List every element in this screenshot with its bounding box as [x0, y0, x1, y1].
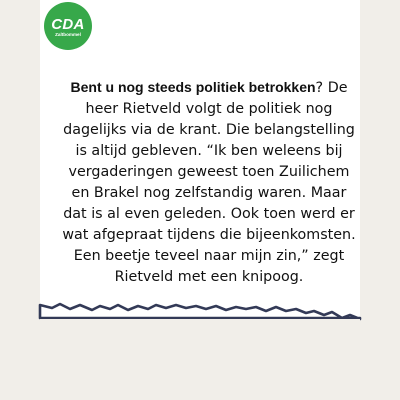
logo-wordmark: CDA	[51, 16, 85, 33]
question-mark: ?	[315, 80, 324, 96]
torn-edge-band	[40, 304, 360, 319]
logo-subtitle: Zaltbommel	[55, 32, 81, 37]
article-body: De heer Rietveld volgt de politiek nog dagelijks via de krant. Die belangstelling is altijd gebleven. “Ik ben weleens bij vergaderingen geweest toen Zuilichem en Brakel nog zelfstandig waren. Maar dat is al even geleden. Ook toen werd er wat afgepraat tijdens die bijeenkomsten. Een beetje teveel naar mijn zin,” zegt Rietveld met een knipoog.	[62, 80, 356, 285]
article-question: Bent u nog steeds politiek betrokken	[70, 79, 316, 95]
torn-edge-cover	[40, 319, 360, 400]
